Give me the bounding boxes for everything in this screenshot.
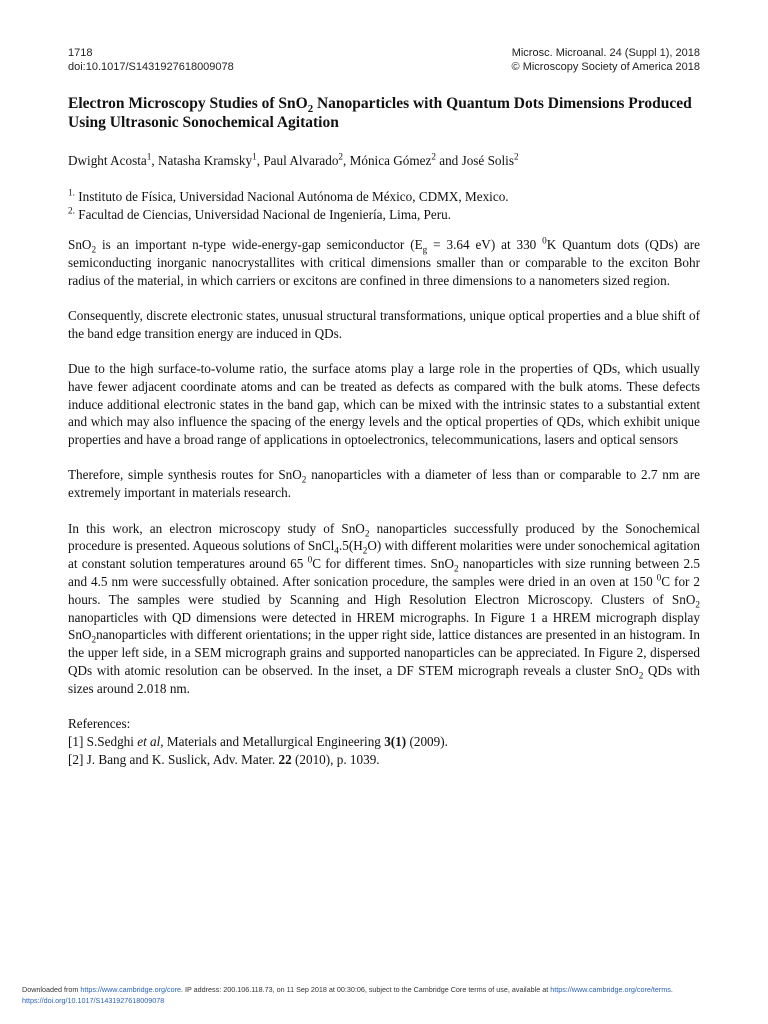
- header-right: [512, 46, 700, 74]
- references: [68, 715, 700, 768]
- paragraph-4: Therefore, simple synthesis routes for SnO$_2$ nanoparticles with a diameter of less than or comparable to 2.7 nm are extremely important in materials research.: [68, 467, 700, 501]
- journal-citation: Microsc. Microanal. 24 (Suppl 1), 2018: [511, 47, 700, 59]
- doi: doi:10.1017/S1431927618009078: [68, 61, 234, 73]
- paragraph-1: SnO$_2$ is an important n-type wide-energy-gap semiconductor ($E_g = 3.64$ eV) at 330 $^0$K Quantum dots (QDs) are semiconducting inorganic nanocrystallites with critical dimensions smaller than or comparable to the exciton Bohr radius of the material, in which carriers or excitons are confined in three dimensions to a nanometers sized region.: [68, 235, 700, 288]
- terms-link[interactable]: https://www.cambridge.org/core/terms: [550, 985, 671, 994]
- references-heading: References:: [68, 716, 131, 732]
- paragraph-3: Due to the high surface-to-volume ratio, the surface atoms play a large role in the properties of QDs, which usually have fewer adjacent coordinate atoms and can be treated as defects as compared with the bulk atoms. These defects induce additional electronic states in the band gap, which can be mixed with the intrinsic states to a substantial extent and which may also influence the spacing of the energy levels and the optical properties of QDs, which exhibit unique properties and have a broad range of applications in optoelectronics, telecommunications, lasers and optical sensors: [68, 360, 700, 448]
- author-list: [68, 152, 708, 170]
- page-number: 1718: [68, 47, 93, 59]
- author: Paul Alvarado$^2$,: [263, 151, 350, 168]
- author: Dwight Acosta$^1$,: [68, 151, 158, 168]
- affiliations: [68, 188, 708, 224]
- reference-item: [1] S.Sedghi et al, Materials and Metallurgical Engineering 3(1) (2009).: [68, 733, 448, 749]
- header-left: [68, 46, 234, 74]
- author: Mónica Gómez$^2$ and: [349, 151, 462, 168]
- cambridge-core-link[interactable]: https://www.cambridge.org/core: [80, 985, 182, 994]
- affiliation: $^{2.}$ Facultad de Ciencias, Universidad Nacional de Ingeniería, Lima, Peru.: [68, 205, 452, 222]
- doi-link[interactable]: https://doi.org/10.1017/S1431927618009078: [22, 996, 165, 1005]
- affiliation: $^{1.}$ Instituto de Física, Universidad Nacional Autónoma de México, CDMX, Mexico.: [68, 187, 509, 204]
- download-footer: Downloaded from https://www.cambridge.org/core. IP address: 200.106.118.73, on 11 Sep 2018 at 00:30:06, subject to the Cambridge Core terms of use, available at https://www.cambridge.org/core/terms. https://doi.org/10.1017/S1431927618009078: [22, 985, 673, 1005]
- paragraph-2: Consequently, discrete electronic states, unusual structural transformations, unique optical properties and a blue shift of the band edge transition energy are induced in QDs.: [68, 307, 700, 341]
- copyright: © Microscopy Society of America 2018: [511, 61, 700, 73]
- author: Natasha Kramsky$^1$,: [157, 151, 264, 168]
- paper-title: Electron Microscopy Studies of SnO$_2$ Nanoparticles with Quantum Dots Dimensions Produced Using Ultrasonic Sonochemical Agitation: [68, 95, 692, 131]
- paragraph-5: In this work, an electron microscopy study of SnO$_2$ nanoparticles successfully produced by the Sonochemical procedure is presented. Aqueous solutions of $SnCl_4.5(H_2O)$ with different molarities were under sonochemical agitation at constant solution temperatures around 65 $^0$C for different times. SnO$_2$ nanoparticles with size running between 2.5 and 4.5 nm were successfully obtained. After sonication procedure, the samples were dried in an oven at 150 $^0$C for 2 hours. The samples were studied by Scanning and High Resolution Electron Microscopy. Clusters of SnO$_2$ nanoparticles with QD dimensions were detected in HREM micrographs. In Figure 1 a HREM micrograph display SnO$_2$nanoparticles with different orientations; in the upper right side, lattice distances are presented in an histogram. In the upper left side, in a SEM micrograph grains and supported nanoparticles can be appreciated. In Figure 2, dispersed QDs with atomic resolution can be observed. In the inset, a DF STEM micrograph reveals a cluster SnO$_2$ QDs with sizes around 2.018 nm.: [68, 520, 700, 696]
- author: José Solis$^2$: [461, 151, 519, 168]
- body-text: [68, 236, 700, 768]
- reference-item: [2] J. Bang and K. Suslick, Adv. Mater. 22 (2010), p. 1039.: [68, 751, 380, 767]
